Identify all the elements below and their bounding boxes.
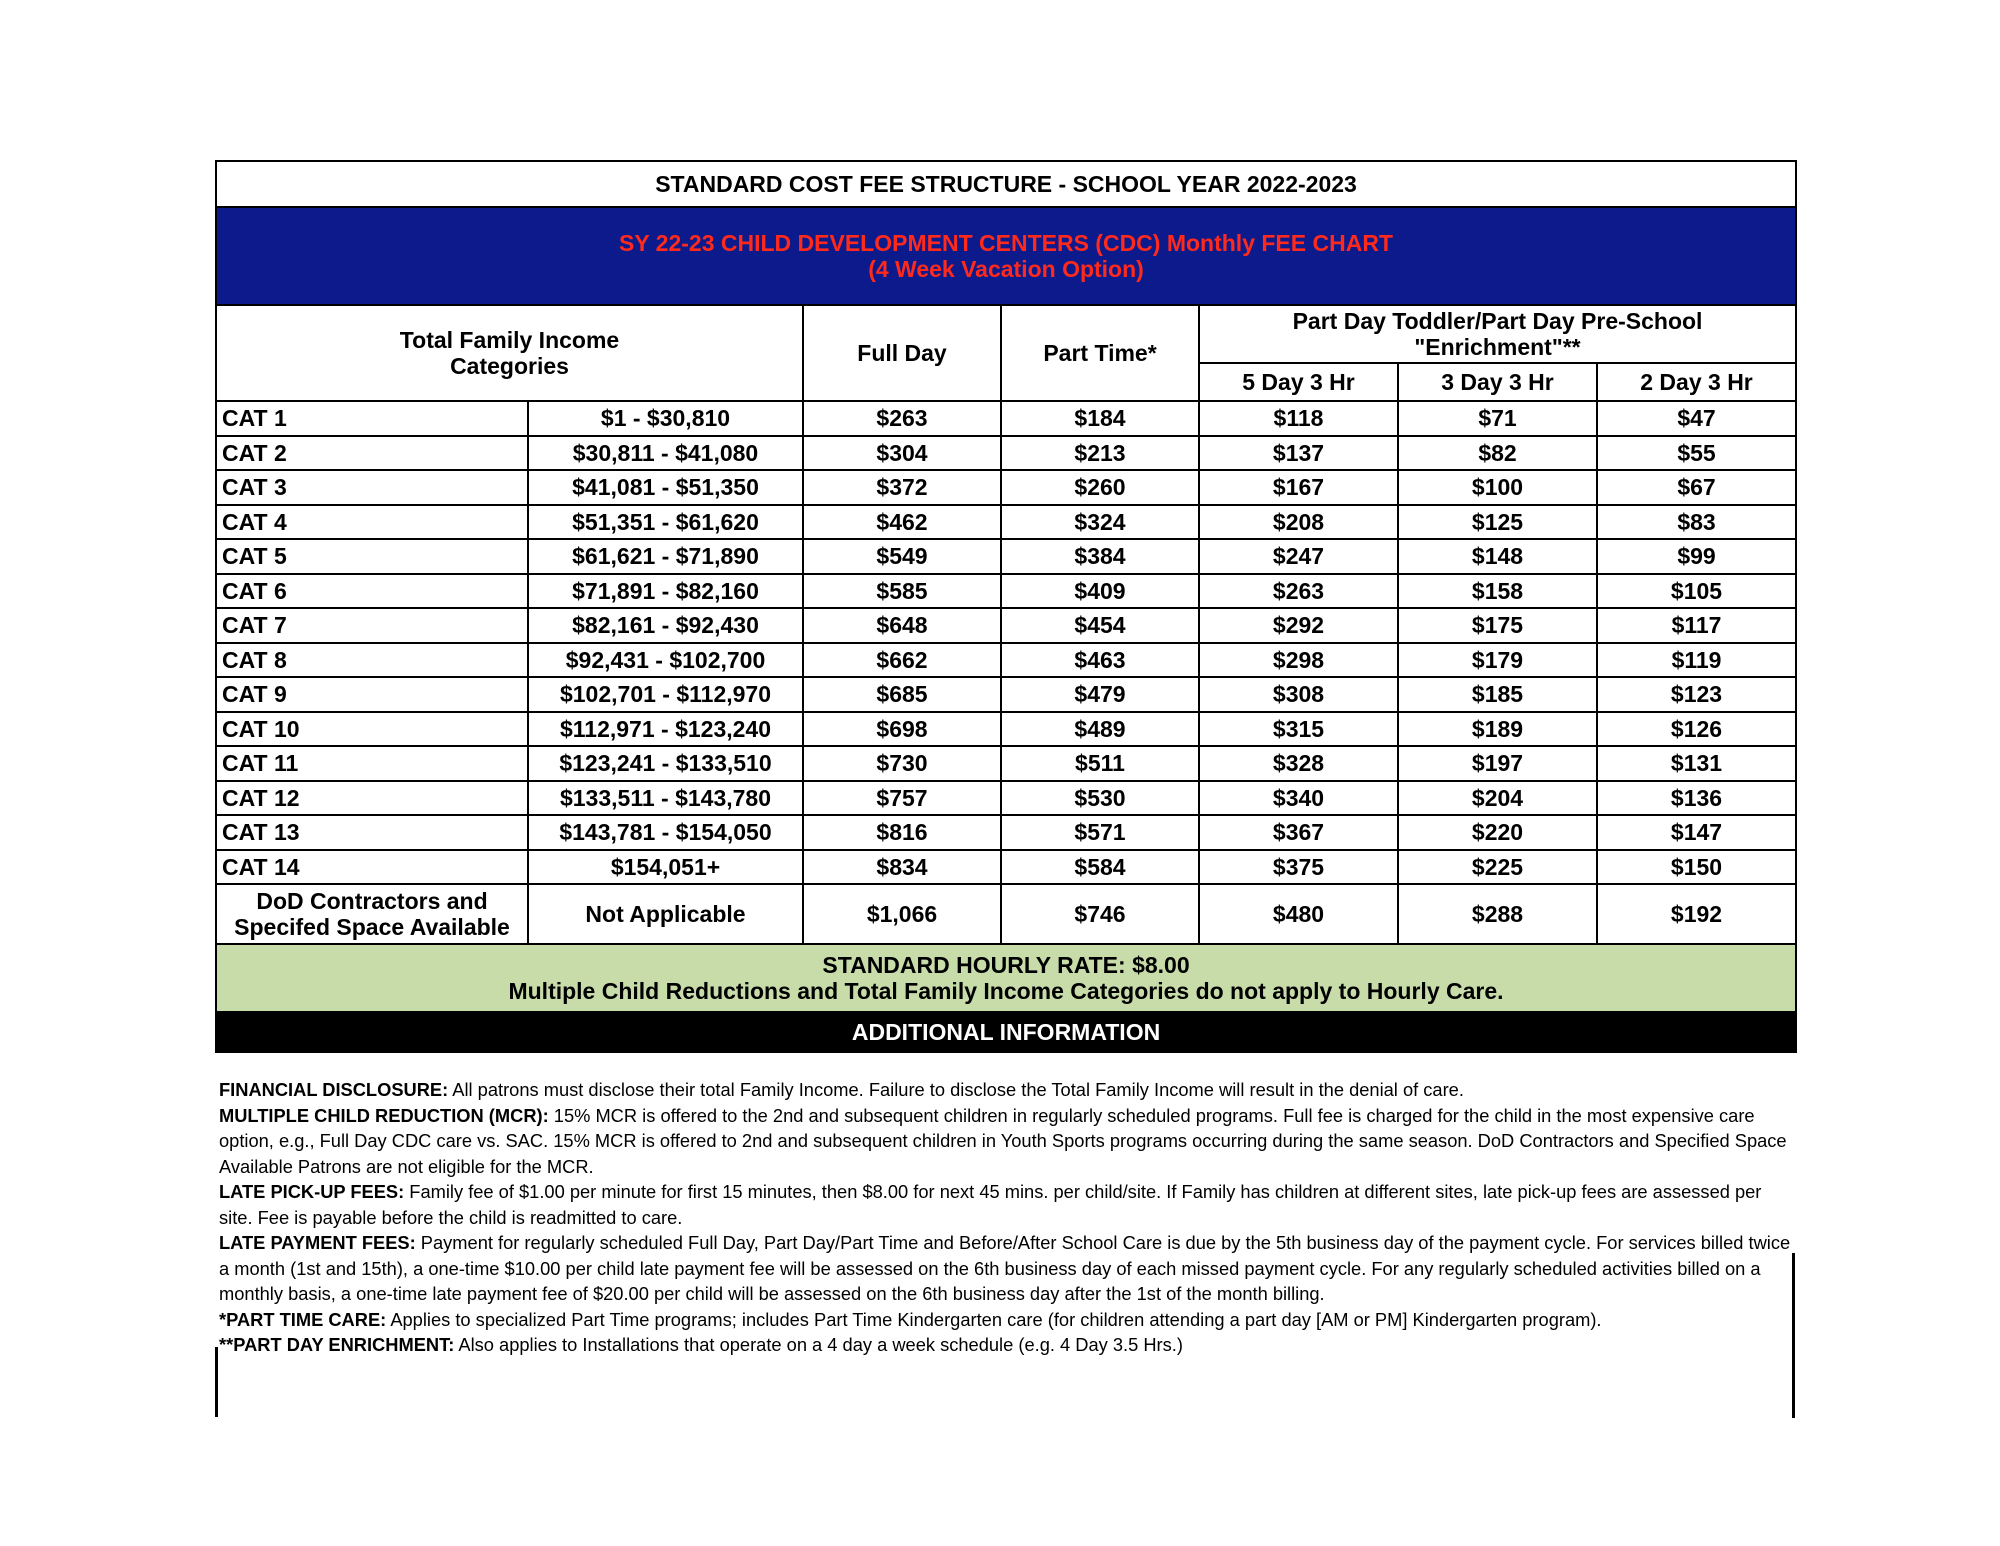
income-header-line-2: Categories (450, 353, 569, 379)
three-day-fee: $175 (1398, 608, 1597, 643)
income-range: $154,051+ (528, 850, 803, 885)
income-range: $71,891 - $82,160 (528, 574, 803, 609)
table-row (216, 608, 1796, 643)
full-day-header: Full Day (803, 305, 1001, 401)
full-day-fee: $304 (803, 436, 1001, 471)
fee-table (215, 160, 1797, 1053)
five-day-fee: $292 (1199, 608, 1398, 643)
part-time-fee: $584 (1001, 850, 1199, 885)
two-day-fee: $117 (1597, 608, 1796, 643)
note-label: LATE PAYMENT FEES: (219, 1232, 416, 1253)
category: CAT 9 (216, 677, 528, 712)
three-day-fee: $225 (1398, 850, 1597, 885)
income-range: $30,811 - $41,080 (528, 436, 803, 471)
note-paragraph (219, 1103, 1791, 1180)
note-text: Payment for regularly scheduled Full Day, Part Day/Part Time and Before/After School Care is due by the 5th business day of the payment cycle. For services billed twice a month (1st and 15th), a one-time $10.00 per child late payment fee will be assessed on the 6th business day of each missed payment cycle. For any regularly scheduled activities billed on a monthly basis, a one-time late payment fee of $20.00 per child will be assessed on the 6th business day after the 1st of the month billing. (219, 1232, 1791, 1304)
part-time-fee: $530 (1001, 781, 1199, 816)
two-day-fee: $67 (1597, 470, 1796, 505)
full-day-fee: $462 (803, 505, 1001, 540)
table-row (216, 746, 1796, 781)
note-paragraph (219, 1230, 1791, 1307)
part-time-fee: $324 (1001, 505, 1199, 540)
category: CAT 3 (216, 470, 528, 505)
table-row (216, 436, 1796, 471)
two-day-fee: $123 (1597, 677, 1796, 712)
income-range: $1 - $30,810 (528, 401, 803, 436)
dod-three-day: $288 (1398, 884, 1597, 944)
two-day-header: 2 Day 3 Hr (1597, 363, 1796, 401)
three-day-header: 3 Day 3 Hr (1398, 363, 1597, 401)
note-text: Applies to specialized Part Time programs; includes Part Time Kindergarten care (for children attending a part day [AM or PM] Kindergarten program). (386, 1308, 1602, 1330)
note-paragraph (219, 1179, 1791, 1230)
five-day-header: 5 Day 3 Hr (1199, 363, 1398, 401)
two-day-fee: $119 (1597, 643, 1796, 678)
dod-label (216, 884, 528, 944)
part-time-fee: $409 (1001, 574, 1199, 609)
dod-income: Not Applicable (528, 884, 803, 944)
income-range: $102,701 - $112,970 (528, 677, 803, 712)
note-paragraph (219, 1077, 1791, 1103)
additional-info-notes (215, 1077, 1795, 1358)
three-day-fee: $197 (1398, 746, 1597, 781)
income-range: $51,351 - $61,620 (528, 505, 803, 540)
part-time-fee: $479 (1001, 677, 1199, 712)
two-day-fee: $147 (1597, 815, 1796, 850)
table-row (216, 712, 1796, 747)
table-row (216, 470, 1796, 505)
part-day-header (1199, 305, 1796, 363)
full-day-fee: $549 (803, 539, 1001, 574)
part-time-fee: $184 (1001, 401, 1199, 436)
five-day-fee: $315 (1199, 712, 1398, 747)
income-categories-header (216, 305, 803, 401)
two-day-fee: $136 (1597, 781, 1796, 816)
three-day-fee: $158 (1398, 574, 1597, 609)
category: CAT 14 (216, 850, 528, 885)
fee-sheet (215, 160, 1795, 1358)
document-title: STANDARD COST FEE STRUCTURE - SCHOOL YEAR 2022-2023 (216, 161, 1796, 207)
part-time-fee: $463 (1001, 643, 1199, 678)
category: CAT 2 (216, 436, 528, 471)
full-day-fee: $757 (803, 781, 1001, 816)
five-day-fee: $263 (1199, 574, 1398, 609)
full-day-fee: $372 (803, 470, 1001, 505)
income-range: $133,511 - $143,780 (528, 781, 803, 816)
part-day-header-line-2: "Enrichment"** (1414, 334, 1581, 360)
table-row (216, 401, 1796, 436)
two-day-fee: $99 (1597, 539, 1796, 574)
two-day-fee: $83 (1597, 505, 1796, 540)
three-day-fee: $148 (1398, 539, 1597, 574)
five-day-fee: $328 (1199, 746, 1398, 781)
note-label: FINANCIAL DISCLOSURE: (219, 1079, 449, 1100)
note-label: MULTIPLE CHILD REDUCTION (MCR): (219, 1104, 549, 1126)
five-day-fee: $137 (1199, 436, 1398, 471)
income-range: $61,621 - $71,890 (528, 539, 803, 574)
full-day-fee: $685 (803, 677, 1001, 712)
table-row (216, 574, 1796, 609)
category: CAT 5 (216, 539, 528, 574)
five-day-fee: $340 (1199, 781, 1398, 816)
fee-chart-banner (216, 207, 1796, 305)
five-day-fee: $375 (1199, 850, 1398, 885)
five-day-fee: $367 (1199, 815, 1398, 850)
dod-label-line-2: Specifed Space Available (234, 914, 510, 940)
category: CAT 4 (216, 505, 528, 540)
category: CAT 10 (216, 712, 528, 747)
table-row (216, 643, 1796, 678)
notes-left-rule (215, 1347, 218, 1417)
income-range: $112,971 - $123,240 (528, 712, 803, 747)
income-range: $41,081 - $51,350 (528, 470, 803, 505)
part-time-header: Part Time* (1001, 305, 1199, 401)
three-day-fee: $204 (1398, 781, 1597, 816)
table-row (216, 815, 1796, 850)
full-day-fee: $730 (803, 746, 1001, 781)
income-range: $143,781 - $154,050 (528, 815, 803, 850)
three-day-fee: $125 (1398, 505, 1597, 540)
dod-five-day: $480 (1199, 884, 1398, 944)
part-time-fee: $489 (1001, 712, 1199, 747)
five-day-fee: $167 (1199, 470, 1398, 505)
full-day-fee: $698 (803, 712, 1001, 747)
two-day-fee: $105 (1597, 574, 1796, 609)
income-range: $92,431 - $102,700 (528, 643, 803, 678)
table-row (216, 850, 1796, 885)
three-day-fee: $185 (1398, 677, 1597, 712)
income-range: $82,161 - $92,430 (528, 608, 803, 643)
note-text: Also applies to Installations that operate on a 4 day a week schedule (e.g. 4 Day 3.5 Hrs.) (454, 1334, 1183, 1355)
full-day-fee: $648 (803, 608, 1001, 643)
table-row (216, 505, 1796, 540)
three-day-fee: $71 (1398, 401, 1597, 436)
category: CAT 12 (216, 781, 528, 816)
category: CAT 7 (216, 608, 528, 643)
five-day-fee: $208 (1199, 505, 1398, 540)
two-day-fee: $131 (1597, 746, 1796, 781)
banner-line-1: SY 22-23 CHILD DEVELOPMENT CENTERS (CDC) Monthly FEE CHART (619, 229, 1393, 256)
three-day-fee: $100 (1398, 470, 1597, 505)
full-day-fee: $585 (803, 574, 1001, 609)
three-day-fee: $82 (1398, 436, 1597, 471)
category: CAT 13 (216, 815, 528, 850)
dod-two-day: $192 (1597, 884, 1796, 944)
table-row (216, 539, 1796, 574)
part-time-fee: $511 (1001, 746, 1199, 781)
table-row (216, 677, 1796, 712)
three-day-fee: $220 (1398, 815, 1597, 850)
note-text: Family fee of $1.00 per minute for first 15 minutes, then $8.00 for next 45 mins. per child/site. If Family has children at different sites, late pick-up fees are assessed per site. Fee is payable before the child is readmitted to care. (219, 1181, 1762, 1228)
five-day-fee: $118 (1199, 401, 1398, 436)
five-day-fee: $308 (1199, 677, 1398, 712)
hourly-rate-line-1: STANDARD HOURLY RATE: $8.00 (822, 951, 1190, 978)
note-label: **PART DAY ENRICHMENT: (219, 1334, 455, 1355)
hourly-rate-note (216, 944, 1796, 1012)
note-text: All patrons must disclose their total Family Income. Failure to disclose the Total Family Income will result in the denial of care. (448, 1079, 1464, 1100)
dod-full-day: $1,066 (803, 884, 1001, 944)
part-time-fee: $260 (1001, 470, 1199, 505)
category: CAT 6 (216, 574, 528, 609)
category: CAT 1 (216, 401, 528, 436)
part-time-fee: $213 (1001, 436, 1199, 471)
three-day-fee: $189 (1398, 712, 1597, 747)
full-day-fee: $834 (803, 850, 1001, 885)
income-range: $123,241 - $133,510 (528, 746, 803, 781)
dod-part-time: $746 (1001, 884, 1199, 944)
banner-line-2: (4 Week Vacation Option) (868, 256, 1144, 282)
note-label: LATE PICK-UP FEES: (219, 1181, 405, 1202)
category: CAT 11 (216, 746, 528, 781)
full-day-fee: $816 (803, 815, 1001, 850)
note-paragraph (219, 1307, 1791, 1333)
note-label: *PART TIME CARE: (219, 1308, 387, 1330)
hourly-rate-line-2: Multiple Child Reductions and Total Family Income Categories do not apply to Hourly Care. (508, 978, 1504, 1004)
category: CAT 8 (216, 643, 528, 678)
five-day-fee: $298 (1199, 643, 1398, 678)
two-day-fee: $55 (1597, 436, 1796, 471)
two-day-fee: $47 (1597, 401, 1796, 436)
note-text: 15% MCR is offered to the 2nd and subsequent children in regularly scheduled programs. Full fee is charged for the child in the most expensive care option, e.g., Full Day CDC care vs. SAC. 15% MCR is offered to 2nd and subsequent children in Youth Sports programs occurring during the same season. DoD Contractors and Specified Space Available Patrons are not eligible for the MCR. (219, 1104, 1787, 1177)
five-day-fee: $247 (1199, 539, 1398, 574)
part-time-fee: $454 (1001, 608, 1199, 643)
dod-label-line-1: DoD Contractors and (256, 887, 488, 914)
part-day-header-line-1: Part Day Toddler/Part Day Pre-School (1292, 307, 1703, 334)
full-day-fee: $263 (803, 401, 1001, 436)
table-row (216, 781, 1796, 816)
income-header-line-1: Total Family Income (399, 326, 620, 353)
notes-right-rule (1792, 1253, 1795, 1418)
three-day-fee: $179 (1398, 643, 1597, 678)
full-day-fee: $662 (803, 643, 1001, 678)
two-day-fee: $150 (1597, 850, 1796, 885)
part-time-fee: $384 (1001, 539, 1199, 574)
note-paragraph (219, 1332, 1791, 1358)
additional-info-header: ADDITIONAL INFORMATION (216, 1012, 1796, 1052)
two-day-fee: $126 (1597, 712, 1796, 747)
part-time-fee: $571 (1001, 815, 1199, 850)
